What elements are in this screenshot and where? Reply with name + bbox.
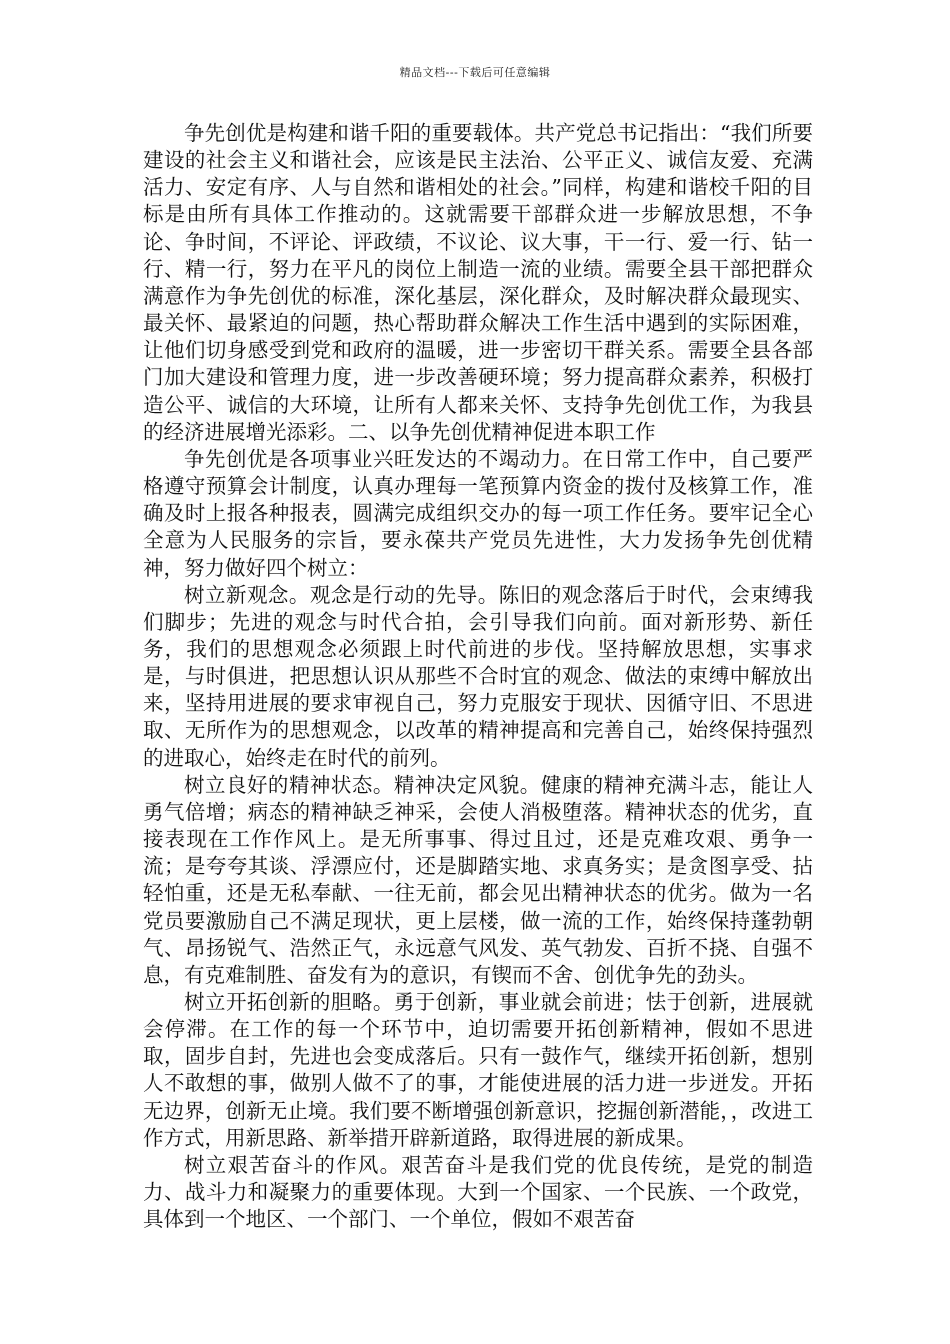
- paragraph: 争先创优是各项事业兴旺发达的不竭动力。在日常工作中，自己要严格遵守预算会计制度，认真办理每一笔预算内资金的拨付及核算工作，准确及时上报各种报表，圆满完成组织交办的每一项工作任务。要牢记全心全意为人民服务的宗旨，要永葆共产党员先进性，大力发扬争先创优精神，努力做好四个树立：: [143, 446, 813, 580]
- paragraph: 争先创优是构建和谐千阳的重要载体。共产党总书记指出：“我们所要建设的社会主义和谐社会，应该是民主法治、公平正义、诚信友爱、充满活力、安定有序、人与自然和谐相处的社会。”同样，构建和谐校千阳的目标是由所有具体工作推动的。这就需要干部群众进一步解放思想，不争论、争时间，不评论、评政绩，不议论、议大事，干一行、爱一行、钻一行、精一行，努力在平凡的岗位上制造一流的业绩。需要全县干部把群众满意作为争先创优的标准，深化基层，深化群众，及时解决群众最现实、最关怀、最紧迫的问题，热心帮助群众解决工作生活中遇到的实际困难，让他们切身感受到党和政府的温暖，进一步密切干群关系。需要全县各部门加大建设和管理力度，进一步改善硬环境；努力提高群众素养，积极打造公平、诚信的大环境，让所有人都来关怀、支持争先创优工作，为我县的经济进展增光添彩。二、以争先创优精神促进本职工作: [143, 121, 813, 444]
- paragraph: 树立新观念。观念是行动的先导。陈旧的观念落后于时代，会束缚我们脚步；先进的观念与时代合拍，会引导我们向前。面对新形势、新任务，我们的思想观念必须跟上时代前进的步伐。坚持解放思想，实事求是，与时俱进，把思想认识从那些不合时宜的观念、做法的束缚中解放出来，坚持用进展的要求审视自己，努力克服安于现状、因循守旧、不思进取、无所作为的思想观念，以改革的精神提高和完善自己，始终保持强烈的进取心，始终走在时代的前列。: [143, 582, 813, 770]
- paragraph: 树立艰苦奋斗的作风。艰苦奋斗是我们党的优良传统，是党的制造力、战斗力和凝聚力的重要体现。大到一个国家、一个民族、一个政党，具体到一个地区、一个部门、一个单位，假如不艰苦奋: [143, 1152, 813, 1232]
- document-body: [143, 120, 813, 1233]
- paragraph: 树立良好的精神状态。精神决定风貌。健康的精神充满斗志，能让人勇气倍增；病态的精神缺乏神采，会使人消极堕落。精神状态的优劣，直接表现在工作作风上。是无所事事、得过且过，还是克难攻艰、勇争一流；是夸夸其谈、浮漂应付，还是脚踏实地、求真务实；是贪图享受、拈轻怕重，还是无私奉献、一往无前，都会见出精神状态的优劣。做为一名党员要激励自己不满足现状，更上层楼，做一流的工作，始终保持蓬勃朝气、昂扬锐气、浩然正气，永远意气风发、英气勃发、百折不挠、自强不息，有克难制胜、奋发有为的意识，有锲而不舍、创优争先的劲头。: [143, 772, 813, 987]
- page-header: 精品文档---下载后可任意编辑: [399, 66, 551, 79]
- paragraph: 树立开拓创新的胆略。勇于创新，事业就会前进；怯于创新，进展就会停滞。在工作的每一个环节中，迫切需要开拓创新精神，假如不思进取，固步自封，先进也会变成落后。只有一鼓作气，继续开拓创新，想别人不敢想的事，做别人做不了的事，才能使进展的活力进一步迸发。开拓无边界，创新无止境。我们要不断增强创新意识，挖掘创新潜能，，改进工作方式，用新思路、新举措开辟新道路，取得进展的新成果。: [143, 990, 813, 1150]
